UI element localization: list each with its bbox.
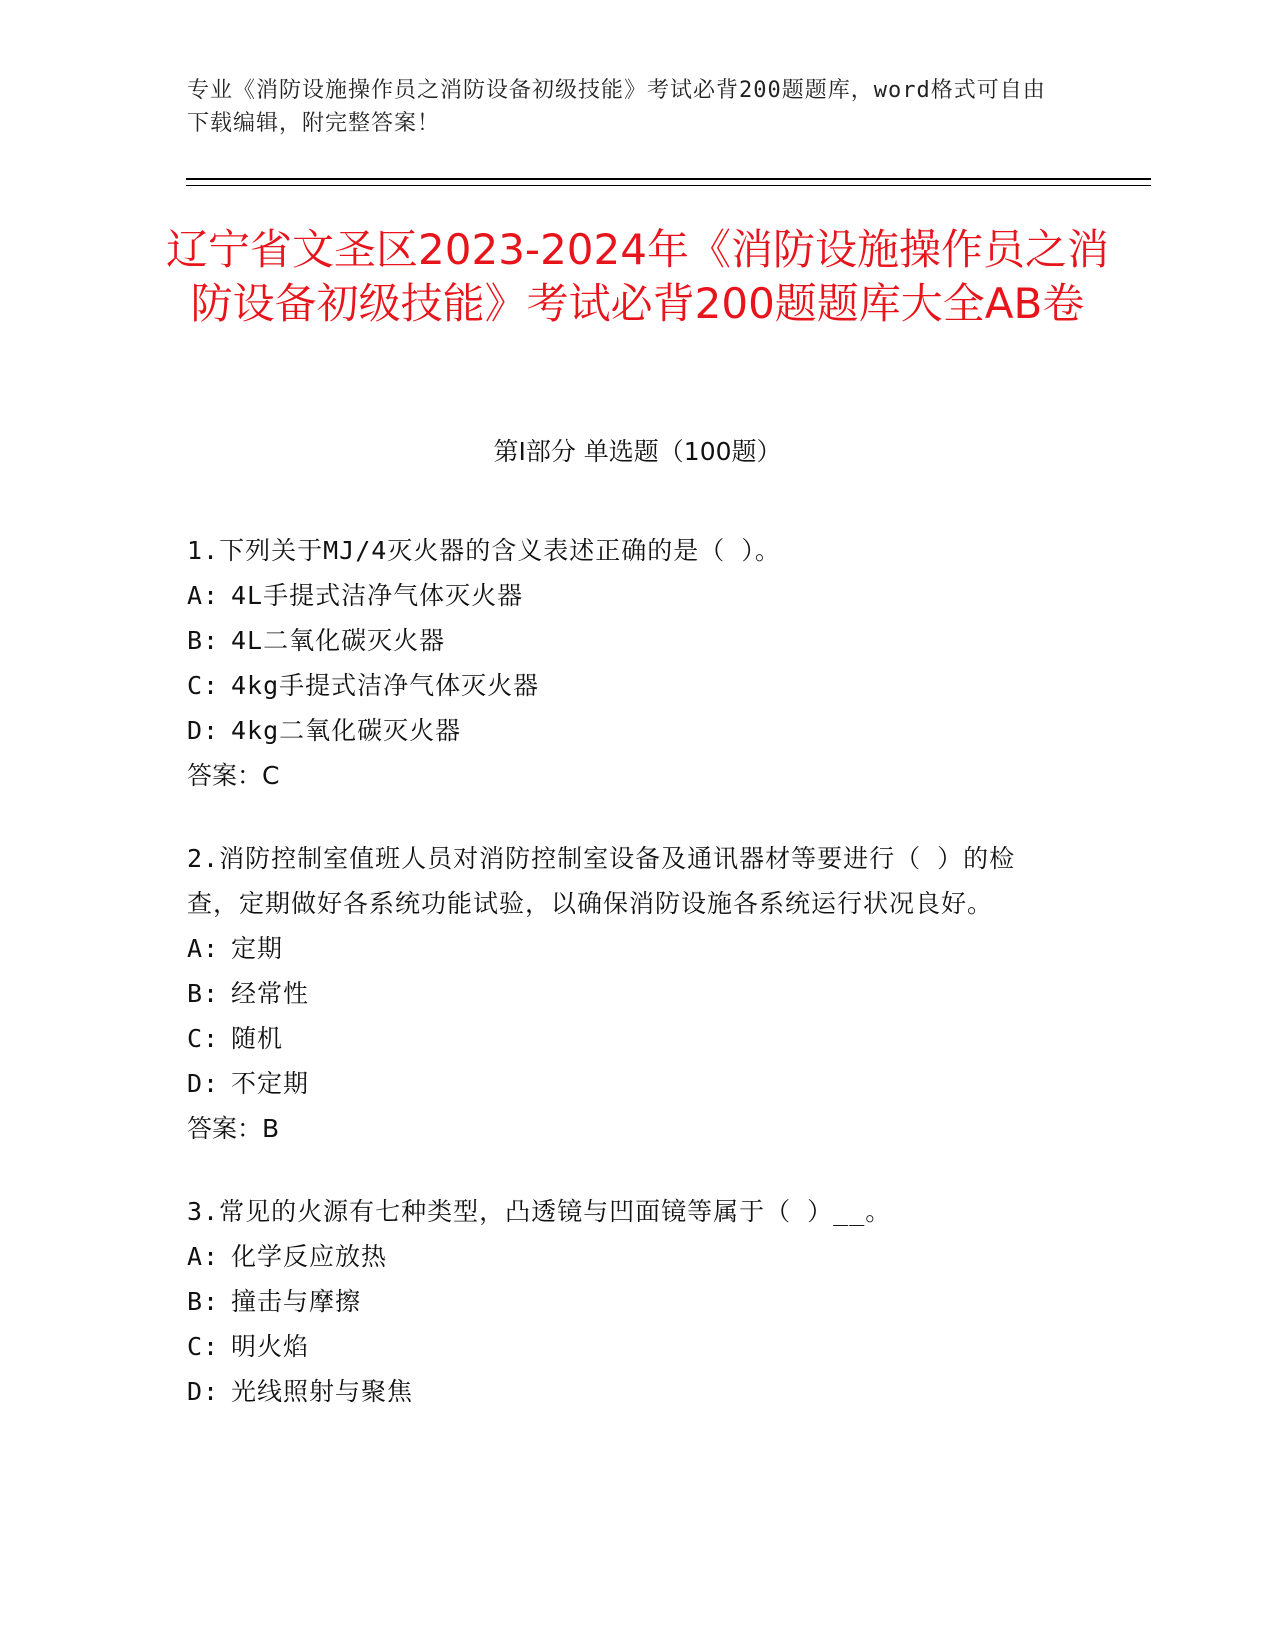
option-text: 随机 (231, 1024, 284, 1053)
header-rule-thin (186, 185, 1151, 186)
question-1 (187, 528, 1067, 798)
option-d (187, 1061, 1067, 1106)
option-c (187, 1324, 1067, 1369)
document-title: 辽宁省文圣区2023-2024年《消防设施操作员之消防设备初级技能》考试必背200题题库大全AB卷 (166, 225, 1109, 328)
answer-line: 答案：C (187, 761, 280, 790)
option-text: 经常性 (231, 979, 310, 1008)
header-rule-thick (186, 178, 1151, 180)
option-letter: D: (187, 1377, 220, 1406)
option-b (187, 971, 1067, 1016)
option-text: 4L手提式洁净气体灭火器 (231, 581, 524, 610)
question-stem: 2.消防控制室值班人员对消防控制室设备及通讯器材等要进行（ ）的检查，定期做好各系统功能试验，以确保消防设施各系统运行状况良好。 (187, 844, 1016, 918)
header-note: 专业《消防设施操作员之消防设备初级技能》考试必背200题题库，word格式可自由下载编辑，附完整答案！ (187, 78, 1046, 136)
option-c (187, 1016, 1067, 1061)
answer-line: 答案：B (187, 1114, 280, 1143)
option-a (187, 1234, 1067, 1279)
option-b (187, 1279, 1067, 1324)
option-letter: B: (187, 1287, 220, 1316)
question-2 (187, 836, 1067, 1151)
option-text: 4kg二氧化碳灭火器 (231, 716, 462, 745)
option-text: 定期 (231, 934, 284, 963)
option-a (187, 926, 1067, 971)
option-text: 撞击与摩擦 (231, 1287, 362, 1316)
option-text: 光线照射与聚焦 (231, 1377, 414, 1406)
option-letter: B: (187, 979, 220, 1008)
option-letter: B: (187, 626, 220, 655)
option-text: 化学反应放热 (231, 1242, 388, 1271)
option-d (187, 1369, 1067, 1414)
option-letter: C: (187, 671, 220, 700)
option-letter: A: (187, 581, 220, 610)
option-letter: D: (187, 1069, 220, 1098)
option-letter: A: (187, 1242, 220, 1271)
option-a (187, 573, 1067, 618)
question-stem: 1.下列关于MJ/4灭火器的含义表述正确的是（ ）。 (187, 536, 781, 565)
question-3 (187, 1189, 1067, 1414)
section-heading: 第Ⅰ部分 单选题（100题） (493, 437, 782, 466)
option-text: 4L二氧化碳灭火器 (231, 626, 446, 655)
option-c (187, 663, 1067, 708)
question-stem: 3.常见的火源有七种类型，凸透镜与凹面镜等属于（ ）__。 (187, 1197, 892, 1226)
option-letter: A: (187, 934, 220, 963)
question-list (187, 528, 1067, 1452)
option-text: 不定期 (231, 1069, 310, 1098)
option-letter: C: (187, 1024, 220, 1053)
option-text: 明火焰 (231, 1332, 310, 1361)
option-text: 4kg手提式洁净气体灭火器 (231, 671, 540, 700)
option-b (187, 618, 1067, 663)
option-letter: D: (187, 716, 220, 745)
option-letter: C: (187, 1332, 220, 1361)
option-d (187, 708, 1067, 753)
